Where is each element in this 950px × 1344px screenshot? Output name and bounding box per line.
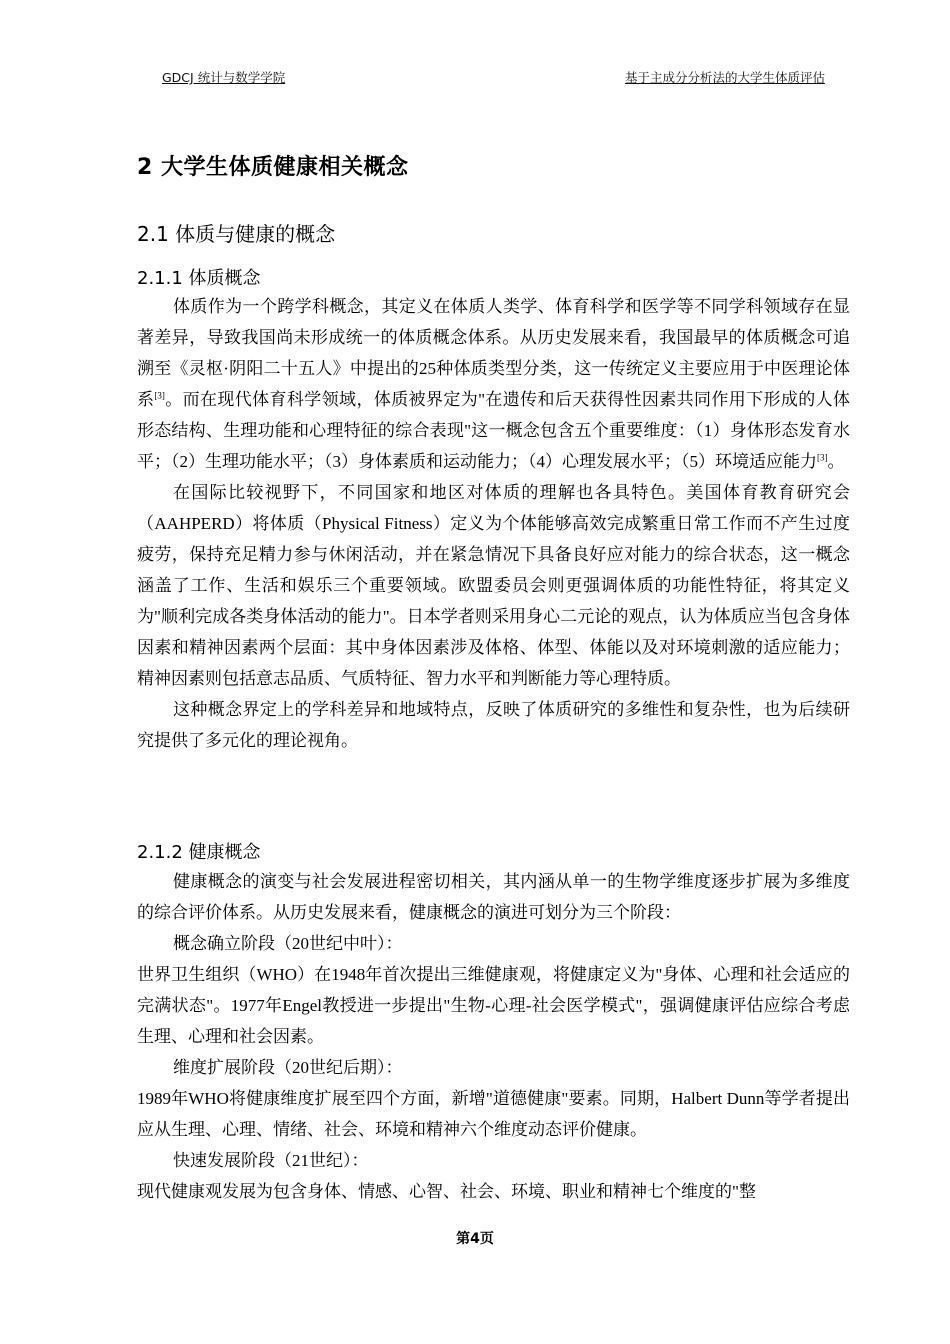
paragraph	[137, 291, 850, 477]
chapter-title: 2 大学生体质健康相关概念	[137, 155, 409, 180]
section-title: 2.1 体质与健康的概念	[137, 222, 336, 246]
page-number: 第4页	[456, 1231, 494, 1247]
subsection-title-health: 2.1.2 健康概念	[137, 842, 261, 863]
paragraph: 这种概念界定上的学科差异和地域特点，反映了体质研究的多维性和复杂性，也为后续研究提供了多元化的理论视角。	[137, 700, 850, 750]
stage-heading: 快速发展阶段（21世纪）：	[173, 1151, 369, 1170]
paragraph: 在国际比较视野下，不同国家和地区对体质的理解也各具特色。美国体育教育研究会（AAHPERD）将体质（Physical Fitness）定义为个体能够高效完成繁重日常工作而不产生过度疲劳，保持充足精力参与休闲活动，并在紧急情况下具备良好应对能力的综合状态，这一概念涵盖了工作、生活和娱乐三个重要领域。欧盟委员会则更强调体质的功能性特征，将其定义为"顺利完成各类身体活动的能力"。日本学者则采用身心二元论的观点，认为体质应当包含身体因素和精神因素两个层面：其中身体因素涉及体格、体型、体能以及对环境刺激的适应能力；精神因素则包括意志品质、气质特征、智力水平和判断能力等心理特质。	[137, 483, 850, 688]
subsection-health-body	[137, 866, 850, 1207]
subsection-physique-body	[137, 291, 850, 756]
paragraph: 现代健康观发展为包含身体、情感、心智、社会、环境、职业和精神七个维度的"整	[137, 1182, 756, 1201]
stage-heading: 概念确立阶段（20世纪中叶）：	[173, 934, 403, 953]
paragraph-text: 。	[827, 452, 845, 471]
paragraph: 1989年WHO将健康维度扩展至四个方面，新增"道德健康"要素。同期，Halbert Dunn等学者提出应从生理、心理、情绪、社会、环境和精神六个维度动态评价健康。	[137, 1089, 850, 1139]
paragraph: 世界卫生组织（WHO）在1948年首次提出三维健康观，将健康定义为"身体、心理和社会适应的完满状态"。1977年Engel教授进一步提出"生物-心理-社会医学模式"，强调健康评估应综合考虑生理、心理和社会因素。	[137, 965, 850, 1046]
citation-ref: [3]	[154, 390, 165, 401]
subsection-title-physique: 2.1.1 体质概念	[137, 268, 261, 289]
paragraph-text: 。而在现代体育科学领域，体质被界定为"在遗传和后天获得性因素共同作用下形成的人体形态结构、生理功能和心理特征的综合表现"这一概念包含五个重要维度：（1）身体形态发育水平；（2）生理功能水平；（3）身体素质和运动能力；（4）心理发展水平；（5）环境适应能力	[137, 390, 850, 471]
paragraph: 健康概念的演变与社会发展进程密切相关，其内涵从单一的生物学维度逐步扩展为多维度的综合评价体系。从历史发展来看，健康概念的演进可划分为三个阶段：	[137, 872, 850, 922]
paragraph-text: 体质作为一个跨学科概念，其定义在体质人类学、体育科学和医学等不同学科领域存在显著差异，导致我国尚未形成统一的体质概念体系。从历史发展来看，我国最早的体质概念可追溯至《灵枢·阴阳二十五人》中提出的25种体质类型分类，这一传统定义主要应用于中医理论体系	[137, 297, 850, 409]
header-thesis-title: 基于主成分分析法的大学生体质评估	[624, 70, 825, 85]
header-institution: GDCJ 统计与数学学院	[162, 70, 286, 85]
stage-heading: 维度扩展阶段（20世纪后期）：	[173, 1058, 403, 1077]
citation-ref: [3]	[817, 452, 828, 463]
